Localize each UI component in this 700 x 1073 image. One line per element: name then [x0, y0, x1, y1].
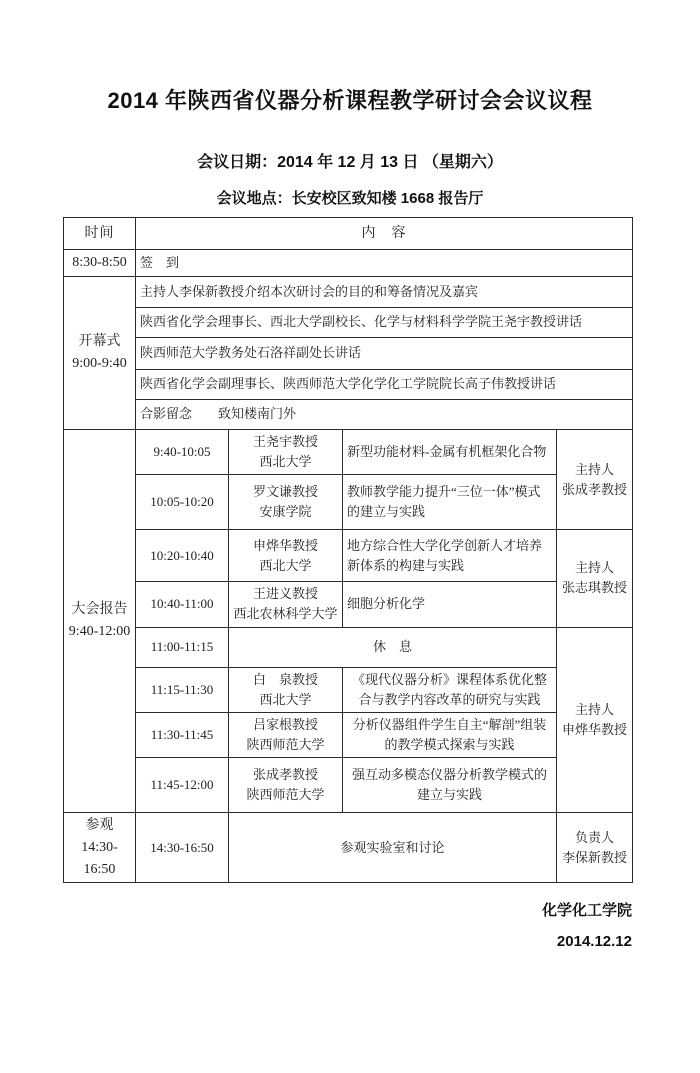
report-title: 强互动多模态仪器分析教学模式的建立与实践 — [343, 758, 557, 813]
table-row — [64, 400, 633, 430]
table-row — [64, 338, 633, 370]
table-row — [64, 530, 633, 582]
table-row — [64, 712, 633, 757]
report-speaker — [229, 530, 343, 582]
report-speaker — [229, 758, 343, 813]
meeting-date-line: 会议日期：2014 年 12 月 13 日 （星期六） — [197, 154, 503, 171]
opening-item: 陕西省化学会副理事长、陕西师范大学化学化工学院院长高子伟教授讲话 — [136, 370, 633, 400]
report-title: 地方综合性大学化学创新人才培养新体系的构建与实践 — [343, 530, 557, 582]
break-content: 休 息 — [229, 627, 557, 667]
opening-item: 合影留念 致知楼南门外 — [136, 400, 633, 430]
chair-role: 主持人 — [574, 560, 614, 576]
speaker-name: 张成孝教授 — [252, 766, 318, 782]
footer-organization: 化学化工学院 — [541, 902, 632, 920]
reports-time: 9:40-12:00 — [68, 624, 131, 640]
opening-item: 陕西师范大学教务处石洛祥副处长讲话 — [136, 338, 633, 370]
speaker-affiliation: 西北大学 — [259, 691, 312, 707]
opening-item: 陕西省化学会理事长、西北大学副校长、化学与材料科学学院王尧宇教授讲话 — [136, 308, 633, 338]
session-chair — [557, 430, 633, 530]
chair-role: 负责人 — [574, 829, 614, 845]
reports-section-label — [64, 430, 136, 813]
report-time: 11:15-11:30 — [136, 667, 229, 712]
visit-section-label — [64, 813, 136, 883]
visit-chair — [557, 813, 633, 883]
column-header-content: 内 容 — [136, 218, 633, 250]
visit-label: 参观 — [85, 818, 114, 834]
table-row — [64, 250, 633, 277]
footer-date: 2014.12.12 — [556, 933, 632, 951]
table-row — [64, 582, 633, 627]
signin-time: 8:30-8:50 — [64, 250, 136, 277]
report-speaker — [229, 582, 343, 627]
report-time: 10:05-10:20 — [136, 475, 229, 530]
reports-label: 大会报告 — [71, 602, 128, 618]
agenda-table — [63, 217, 633, 883]
table-row — [64, 758, 633, 813]
chair-name: 李保新教授 — [561, 849, 627, 865]
opening-label: 开幕式 — [78, 334, 121, 350]
speaker-name: 王尧宇教授 — [252, 434, 318, 449]
chair-name: 张成孝教授 — [561, 481, 627, 497]
session-chair — [557, 627, 633, 813]
opening-section-label — [64, 277, 136, 430]
table-row — [64, 813, 633, 883]
speaker-affiliation: 安康学院 — [259, 504, 312, 520]
report-title: 教师教学能力提升“三位一体”模式的建立与实践 — [343, 475, 557, 530]
speaker-name: 白 泉教授 — [252, 671, 318, 687]
meeting-location-line: 会议地点：长安校区致知楼 1668 报告厅 — [216, 190, 484, 207]
speaker-name: 申烨华教授 — [252, 537, 318, 553]
opening-item: 主持人李保新教授介绍本次研讨会的目的和筹备情况及嘉宾 — [136, 277, 633, 308]
table-row — [64, 308, 633, 338]
report-time: 10:40-11:00 — [136, 582, 229, 627]
report-time: 11:30-11:45 — [136, 712, 229, 757]
table-row — [64, 475, 633, 530]
table-row — [64, 370, 633, 400]
report-time: 10:20-10:40 — [136, 530, 229, 582]
speaker-affiliation: 西北大学 — [259, 454, 312, 470]
report-title: 分析仪器组件学生自主“解剖”组装的教学模式探索与实践 — [343, 712, 557, 757]
visit-row-time: 14:30-16:50 — [136, 813, 229, 883]
table-row — [64, 277, 633, 308]
break-time: 11:00-11:15 — [136, 627, 229, 667]
speaker-affiliation: 西北大学 — [259, 557, 312, 573]
page-title: 2014 年陕西省仪器分析课程教学研讨会会议议程 — [107, 88, 593, 113]
speaker-affiliation: 陕西师范大学 — [246, 736, 325, 752]
speaker-name: 罗文谦教授 — [252, 484, 318, 500]
session-chair — [557, 530, 633, 627]
report-time: 11:45-12:00 — [136, 758, 229, 813]
column-header-time: 时间 — [64, 218, 136, 250]
chair-name: 申烨华教授 — [561, 721, 627, 737]
table-row — [64, 627, 633, 667]
report-title: 新型功能材料-金属有机框架化合物 — [343, 430, 557, 475]
signin-content: 签 到 — [136, 250, 633, 277]
chair-name: 张志琪教授 — [561, 580, 627, 596]
report-title: 细胞分析化学 — [343, 582, 557, 627]
chair-role: 主持人 — [574, 461, 614, 477]
table-row — [64, 667, 633, 712]
report-speaker — [229, 667, 343, 712]
opening-time: 9:00-9:40 — [72, 356, 127, 371]
report-speaker — [229, 430, 343, 475]
report-time: 9:40-10:05 — [136, 430, 229, 475]
speaker-affiliation: 陕西师范大学 — [246, 787, 325, 803]
report-speaker — [229, 475, 343, 530]
table-row — [64, 430, 633, 475]
visit-content: 参观实验室和讨论 — [229, 813, 557, 883]
chair-role: 主持人 — [574, 701, 614, 717]
report-speaker — [229, 712, 343, 757]
visit-time: 14:30-16:50 — [81, 839, 118, 877]
speaker-name: 王进义教授 — [252, 586, 318, 602]
report-title: 《现代仪器分析》课程体系优化整合与教学内容改革的研究与实践 — [343, 667, 557, 712]
speaker-name: 吕家根教授 — [252, 716, 318, 732]
speaker-affiliation: 西北农林科学大学 — [233, 606, 338, 622]
